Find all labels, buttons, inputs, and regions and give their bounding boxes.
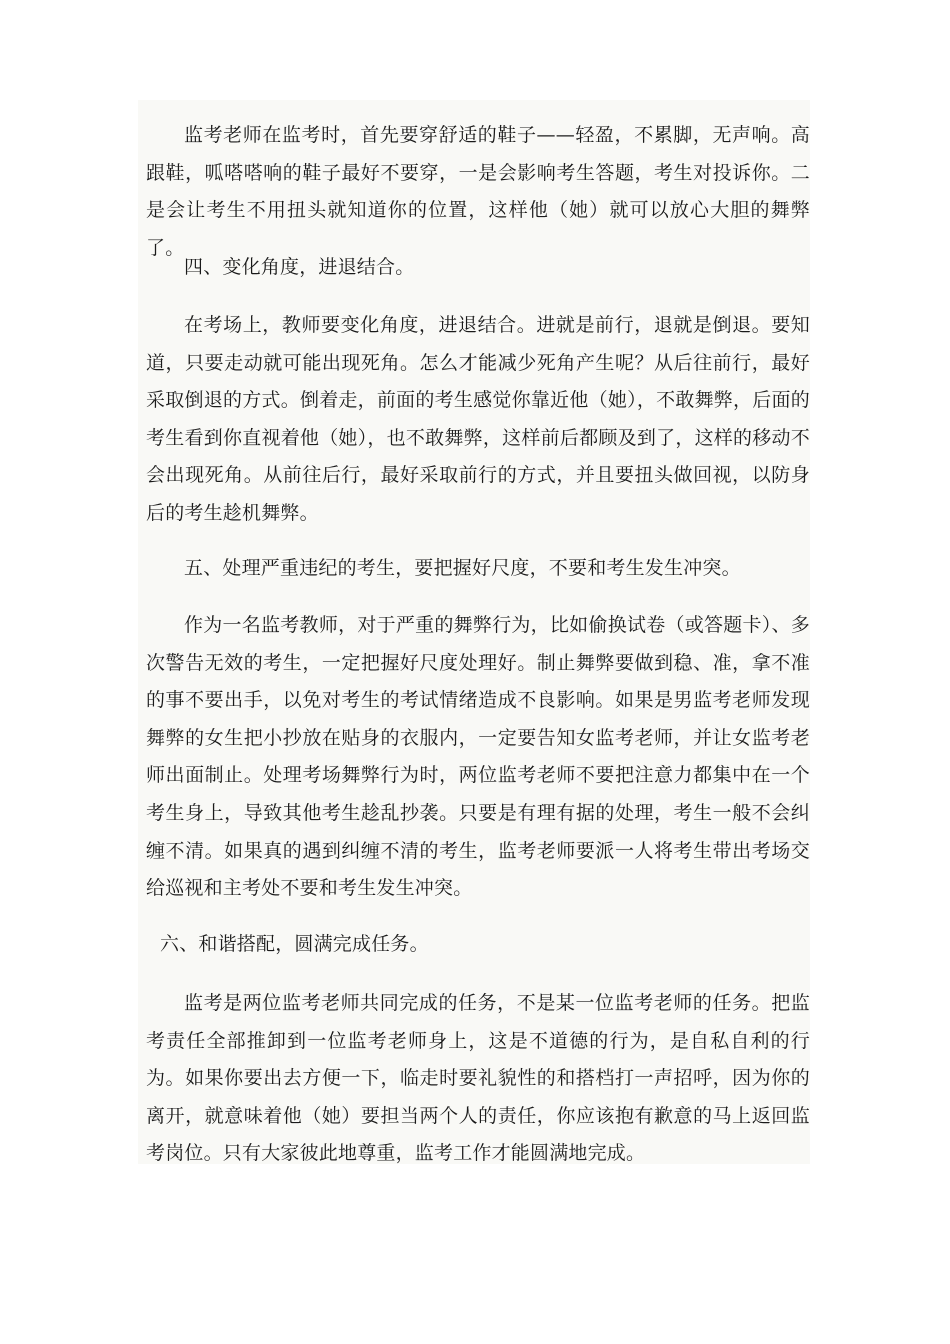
paragraph-cooperation: 监考是两位监考老师共同完成的任务，不是某一位监考老师的任务。把监考责任全部推卸到一位监考老师身上，这是不道德的行为，是自私自利的行为。如果你要出去方便一下，临走时要礼貌性的和搭档打一声招呼，因为你的离开，就意味着他（她）要担当两个人的责任，你应该抱有歉意的马上返回监考岗位。只有大家彼此地尊重，监考工作才能圆满地完成。 <box>146 992 810 1165</box>
heading-section-4: 四、变化角度，进退结合。 <box>184 256 415 278</box>
heading-section-5: 五、处理严重违纪的考生，要把握好尺度，不要和考生发生冲突。 <box>184 557 741 579</box>
paragraph-handle-violations: 作为一名监考教师，对于严重的舞弊行为，比如偷换试卷（或答题卡）、多次警告无效的考生，一定把握好尺度处理好。制止舞弊要做到稳、准，拿不准的事不要出手，以免对考生的考试情绪造成不良影响。如果是男监考老师发现舞弊的女生把小抄放在贴身的衣服内，一定要告知女监考老师，并让女监考老师出面制止。处理考场舞弊行为时，两位监考老师不要把注意力都集中在一个考生身上，导致其他考生趁乱抄袭。只要是有理有据的处理，考生一般不会纠缠不清。如果真的遇到纠缠不清的考生，监考老师要派一人将考生带出考场交给巡视和主考处不要和考生发生冲突。 <box>146 614 810 900</box>
paragraph-shoes: 监考老师在监考时，首先要穿舒适的鞋子——轻盈，不累脚，无声响。高跟鞋，呱嗒嗒响的鞋子最好不要穿，一是会影响考生答题，考生对投诉你。二是会让考生不用扭头就知道你的位置，这样他（她）就可以放心大胆的舞弊了。 <box>146 124 810 259</box>
heading-section-6: 六、和谐搭配，圆满完成任务。 <box>160 933 429 955</box>
paragraph-change-angle: 在考场上，教师要变化角度，进退结合。进就是前行，退就是倒退。要知道，只要走动就可能出现死角。怎么才能减少死角产生呢？从后往前行，最好采取倒退的方式。倒着走，前面的考生感觉你靠近他（她），不敢舞弊，后面的考生看到你直视着他（她），也不敢舞弊，这样前后都顾及到了，这样的移动不会出现死角。从前往后行，最好采取前行的方式，并且要扭头做回视，以防身后的考生趁机舞弊。 <box>146 314 810 524</box>
